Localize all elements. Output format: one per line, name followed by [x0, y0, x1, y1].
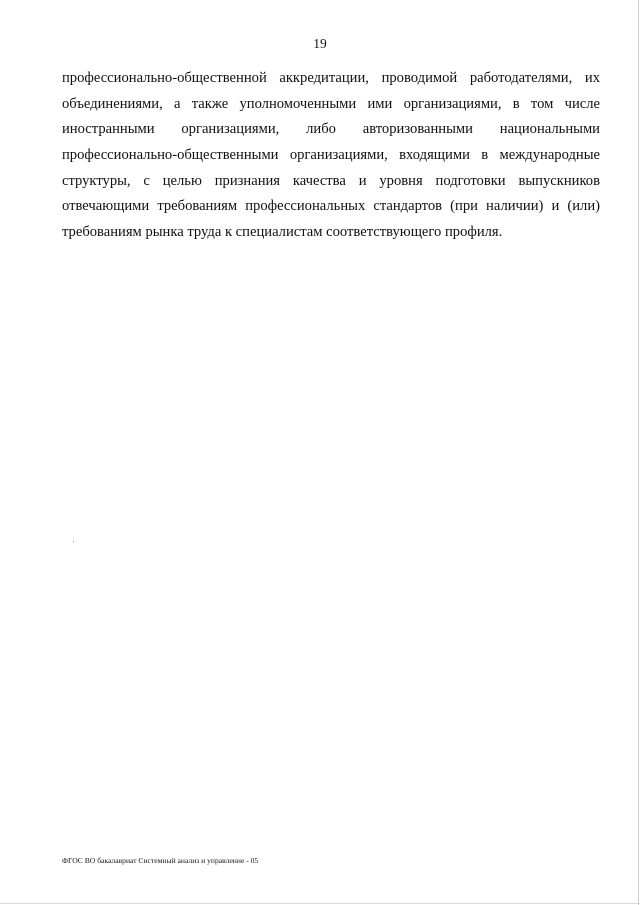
body-paragraph: [62, 66, 600, 246]
paragraph-line-2: объединениями, а также уполномоченными ими организациями, в том числе: [62, 95, 600, 112]
page-edge-bottom: [0, 903, 640, 904]
page-edge-right: [638, 0, 639, 905]
paragraph-line-3: иностранными организациями, либо авторизованными национальными: [62, 121, 600, 138]
paragraph-line-1: профессионально-общественной аккредитации, проводимой работодателями, их: [62, 70, 600, 86]
page-footer: ФГОС ВО бакалавриат Системный анализ и управление - 05: [62, 856, 259, 865]
paragraph-line-7: требованиям рынка труда к специалистам соответствующего профиля.: [62, 224, 503, 241]
paragraph-line-5: структуры, с целью признания качества и уровня подготовки выпускников: [62, 172, 600, 189]
paragraph-line-6: отвечающими требованиям профессиональных стандартов (при наличии) и (или): [62, 198, 600, 215]
scan-speck: [73, 541, 74, 542]
page-number: 19: [313, 36, 327, 51]
paragraph-line-4: профессионально-общественными организациями, входящими в международные: [62, 147, 600, 164]
